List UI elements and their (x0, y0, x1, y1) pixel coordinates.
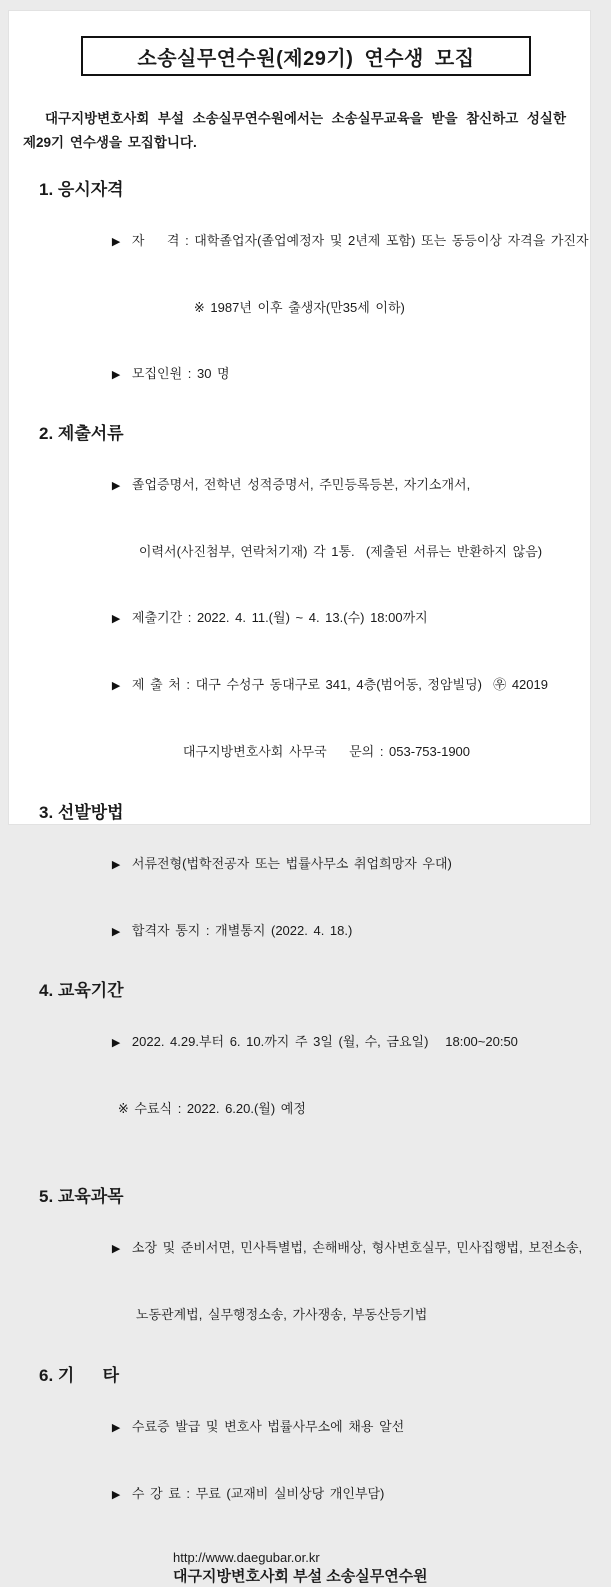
list-item (9, 1394, 590, 1461)
bullet-triangle-icon: ▶ (111, 1489, 121, 1501)
footer (9, 1550, 590, 1587)
list-item (9, 898, 590, 965)
item-text: 제출기간 : 2022. 4. 11.(월) ~ 4. 13.(수) 18:00까지 (131, 610, 428, 625)
title-box (81, 36, 531, 76)
item-text: 제 출 처 : 대구 수성구 동대구로 341, 4층(범어동, 정암빌딩) ㉾ 42019 (131, 677, 548, 692)
footer-url: http://www.daegubar.or.kr (173, 1550, 320, 1565)
bullet-triangle-icon: ▶ (111, 1037, 121, 1049)
list-item-note (9, 1076, 590, 1142)
item-text: 서류전형(법학전공자 또는 법률사무소 취업희망자 우대) (131, 856, 452, 871)
list-item (9, 341, 590, 408)
bullet-triangle-icon: ▶ (111, 236, 121, 248)
item-text: 대구지방변호사회 사무국 문의 : 053-753-1900 (182, 744, 471, 759)
section-heading: 1. 응시자격 (39, 180, 124, 199)
intro-paragraph: 대구지방변호사회 부설 소송실무연수원에서는 소송실무교육을 받을 참신하고 성실한 제29기 연수생을 모집합니다. (23, 111, 566, 150)
item-text: 2022. 4.29.부터 6. 10.까지 주 3일 (월, 수, 금요일) 18:00~20:50 (131, 1034, 518, 1049)
list-item (9, 831, 590, 898)
section-misc (9, 1366, 590, 1528)
section-heading: 3. 선발방법 (39, 803, 124, 822)
section-heading: 2. 제출서류 (39, 424, 124, 443)
section-selection (9, 803, 590, 965)
section-subjects (9, 1187, 590, 1348)
notice-page (8, 10, 591, 1585)
item-text: 수 강 료 : 무료 (교재비 실비상당 개인부담) (131, 1486, 385, 1501)
item-text: ※ 수료식 : 2022. 6.20.(월) 예정 (117, 1101, 306, 1116)
bullet-triangle-icon: ▶ (111, 613, 121, 625)
list-item (9, 652, 590, 719)
item-text: 졸업증명서, 전학년 성적증명서, 주민등록등본, 자기소개서, (131, 477, 471, 492)
bullet-triangle-icon: ▶ (111, 926, 121, 938)
list-item (9, 1461, 590, 1528)
bullet-triangle-icon: ▶ (111, 859, 121, 871)
item-text: 모집인원 : 30 명 (131, 366, 230, 381)
bullet-triangle-icon: ▶ (111, 680, 121, 692)
page-title: 소송실무연수원(제29기) 연수생 모집 (137, 47, 475, 70)
section-heading: 4. 교육기간 (39, 981, 124, 1000)
list-item (9, 208, 590, 275)
section-documents (9, 424, 590, 785)
item-text: 노동관계법, 실무행정소송, 가사쟁송, 부동산등기법 (135, 1307, 428, 1322)
list-item (9, 452, 590, 519)
list-item-continuation (9, 719, 590, 785)
section-eligibility (9, 180, 590, 408)
list-item-note (9, 275, 590, 341)
item-text: 합격자 통지 : 개별통지 (2022. 4. 18.) (131, 923, 353, 938)
item-text: 소장 및 준비서면, 민사특별법, 손해배상, 형사변호실무, 민사집행법, 보전소송, (131, 1240, 583, 1255)
bullet-triangle-icon: ▶ (111, 1243, 121, 1255)
list-item (9, 1009, 590, 1076)
section-heading: 5. 교육과목 (39, 1187, 124, 1206)
footer-organization: 대구지방변호사회 부설 소송실무연수원 (173, 1568, 428, 1585)
list-item (9, 585, 590, 652)
item-text: 이력서(사진첨부, 연락처기재) 각 1통. (제출된 서류는 반환하지 않음) (138, 544, 543, 559)
item-text: 수료증 발급 및 변호사 법률사무소에 채용 알선 (131, 1419, 405, 1434)
list-item-continuation (9, 1282, 590, 1348)
item-text: ※ 1987년 이후 출생자(만35세 이하) (193, 300, 405, 315)
bullet-triangle-icon: ▶ (111, 369, 121, 381)
list-item (9, 1215, 590, 1282)
section-heading: 6. 기 타 (39, 1366, 120, 1385)
list-item-continuation (9, 519, 590, 585)
item-text: 자 격 : 대학졸업자(졸업예정자 및 2년제 포함) 또는 동등이상 자격을 가진자 (131, 233, 589, 248)
section-period (9, 981, 590, 1142)
bullet-triangle-icon: ▶ (111, 1422, 121, 1434)
bullet-triangle-icon: ▶ (111, 480, 121, 492)
